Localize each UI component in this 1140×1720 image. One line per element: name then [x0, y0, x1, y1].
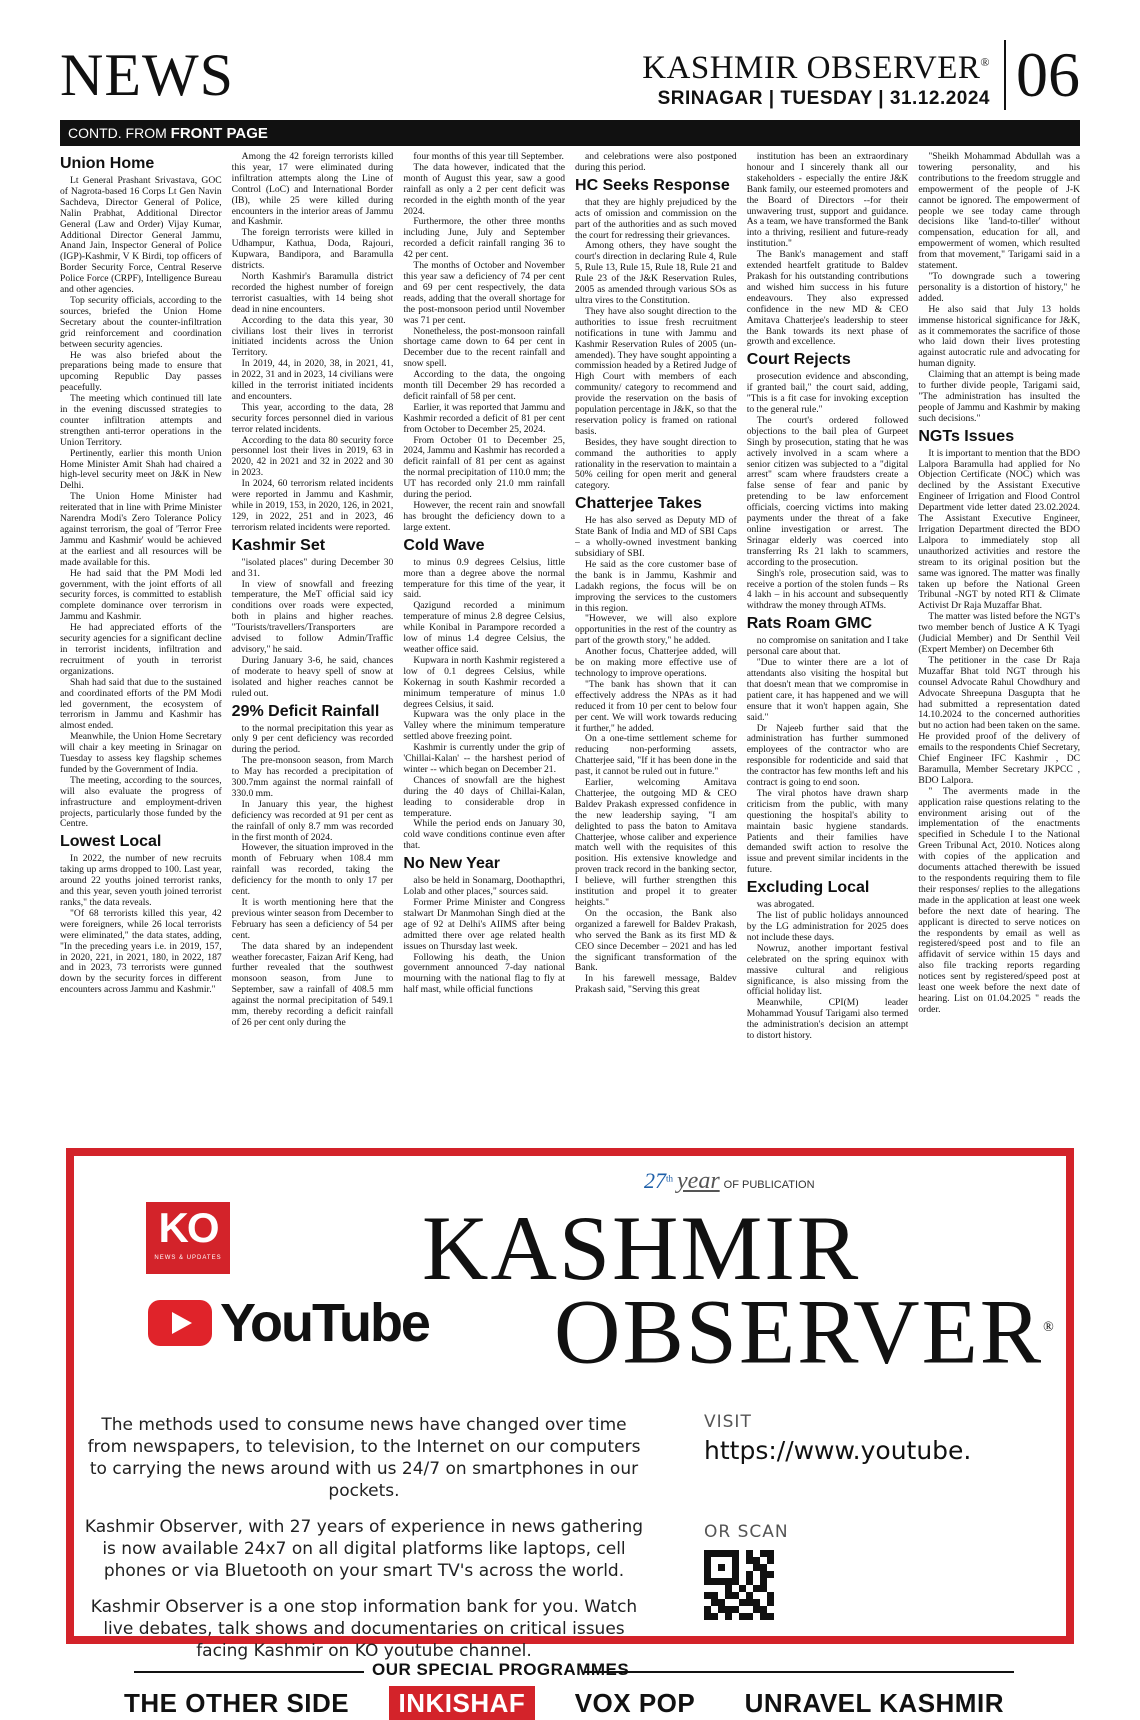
qr-module [711, 1564, 718, 1571]
article-paragraph: He had appreciated efforts of the security agencies for a significant decline in terrorist incidents, infiltration and recruitment of youth in terrorist organizations. [60, 622, 222, 677]
programmes-title: OUR SPECIAL PROGRAMMES [372, 1660, 630, 1679]
article-paragraph: "However, we will also explore opportunities in the rest of the country as part of the growth story," he added. [575, 613, 737, 647]
article-paragraph: However, the situation improved in the month of February when 108.4 mm rainfall was recorded, taking the deficiency for the month to only 17 per cent. [231, 842, 394, 898]
ko-logo-sub: NEWS & UPDATES [154, 1255, 222, 1261]
article-paragraph: In view of snowfall and freezing temperature, the MeT official said icy conditions over roads were expected, both in plains and higher reaches. "Tourists/travellers/Transporters are advised to follow Admin/Traffic advisory," he said. [231, 578, 394, 655]
qr-module [760, 1550, 767, 1557]
qr-module [711, 1571, 718, 1578]
divider-left [134, 1671, 364, 1673]
qr-module [760, 1606, 767, 1613]
scan-label: OR SCAN [704, 1522, 789, 1542]
brand-name-text: KASHMIR OBSERVER [642, 50, 981, 86]
article-paragraph: Nonetheless, the post-monsoon rainfall shortage came down to 64 per cent in December due to the recent rainfall and snow spell. [403, 325, 566, 370]
article-paragraph: In 2019, 44, in 2020, 38, in 2021, 41, in 2022, 31 and in 2023, 14 civilians were killed in the terrorist initiated incidents and encounters. [231, 358, 394, 402]
qr-module [753, 1592, 760, 1599]
article-paragraph: Earlier, welcoming Amitava Chatterjee, the outgoing MD & CEO Baldev Prakash expressed confidence in the new leadership saying, "I am delighted to pass the baton to Amitava Chatterjee, whose caliber and experience match well with the requisites of this position. His extensive knowledge and proven track record in the banking sector, I believe, will further strengthen this institution and propel it to greater heights." [575, 777, 737, 908]
qr-module [732, 1606, 739, 1613]
article-heading: Lowest Local [60, 833, 162, 851]
article-paragraph: Kashmir is currently under the grip of 'Chillai-Kalan' -- the harshest period of winter -- which began on December 21. [403, 742, 566, 775]
anniversary-pub: OF PUBLICATION [723, 1179, 815, 1191]
article-paragraph: On a one-time settlement scheme for reducing non-performing assets, Chatterjee said, "If it has been done in the past, it cannot be ruled out in future." [575, 733, 737, 778]
article-paragraph: Shah had said that due to the sustained and coordinated efforts of the PM Modi led government, the ecosystem of terrorism in Jammu and Kashmir has almost ended. [60, 676, 222, 732]
article-paragraph: "Of 68 terrorists killed this year, 42 were foreigners, while 26 local terrorists were eliminated," the data states, adding, "In the preceding years i.e. in 2019, 157, in 2020, 221, in 2021, 180, in 2022, 187 and in 2023, 73 terrorists were gunned down by the security forces in different encounters across Jammu and Kashmir." [60, 907, 222, 996]
qr-module [725, 1599, 732, 1606]
article-paragraph: The meeting which continued till late in the evening discussed strategies to counter infiltration attempts and strengthen anti-terror operations in the Union Territory. [60, 393, 222, 448]
qr-module [746, 1578, 753, 1585]
qr-module [718, 1599, 725, 1606]
qr-module [760, 1571, 767, 1578]
qr-module [760, 1613, 767, 1620]
qr-module [760, 1592, 767, 1599]
qr-module [767, 1585, 774, 1592]
visit-label: VISIT [704, 1412, 752, 1432]
qr-module [767, 1613, 774, 1620]
qr-module [718, 1557, 725, 1564]
news-column [918, 152, 1080, 1136]
qr-module [767, 1592, 774, 1599]
programme-unravel-kashmir[interactable]: UNRAVEL KASHMIR [744, 1688, 1004, 1718]
news-column [403, 152, 565, 1136]
article-paragraph: The foreign terrorists were killed in Udhampur, Kathua, Doda, Rajouri, Kupwara, Bandipora, and Baramulla districts. [231, 227, 394, 272]
news-column [60, 152, 222, 1136]
qr-module [760, 1564, 767, 1571]
qr-module [718, 1571, 725, 1578]
continued-prefix: CONTD. FROM [68, 125, 167, 141]
article-paragraph: The list of public holidays announced by the LG administration for 2025 does not include these days. [746, 910, 909, 943]
article-paragraph: no compromise on sanitation and I take personal care about that. [746, 635, 909, 658]
article-paragraph: was abrogated. [756, 899, 815, 911]
qr-module [739, 1578, 746, 1585]
article-paragraph: Furthermore, the other three months including June, July and September recorded a deficit rainfall ranging 36 to 42 per cent. [403, 216, 566, 261]
qr-module [753, 1613, 760, 1620]
article-heading: Cold Wave [403, 536, 485, 554]
article-paragraph: Dr Najeeb further said that the administration has further summoned employees of the contractor who are responsible for rodenticide and said that the contractor has few months left and his contract is going to end soon. [746, 722, 909, 789]
article-paragraph: In 2022, the number of new recruits taking up arms dropped to 100. Last year, around 22 youths joined terrorist ranks, and this year, seven youth joined terrorist ranks," the data reveals. [60, 853, 222, 908]
youtube-play-icon [148, 1300, 212, 1346]
article-paragraph: He said as the core customer base of the bank is in Jammu, Kashmir and Ladakh regions, the focus will be on improving the services to the customers in this region. [575, 558, 737, 614]
ad-copy-paragraph: Kashmir Observer, with 27 years of experience in news gathering is now available 24x7 on all digital platforms like laptops, cell phones or via Bluetooth on your smart TV's across the world. [84, 1517, 644, 1581]
qr-module [760, 1585, 767, 1592]
qr-module [718, 1613, 725, 1620]
qr-module [767, 1557, 774, 1564]
article-heading: HC Seeks Response [575, 176, 730, 194]
qr-module [725, 1606, 732, 1613]
article-paragraph: Another focus, Chatterjee added, will be on making more effective use of technology to improve operations. [575, 646, 737, 679]
article-paragraph: While the period ends on January 30, cold wave conditions continue even after that. [403, 818, 566, 852]
advertisement [66, 1148, 1074, 1718]
article-heading: Court Rejects [746, 351, 851, 369]
article-paragraph: and celebrations were also postponed during this period. [575, 152, 737, 173]
ad-brand-line-2-text: OBSERVER [554, 1280, 1044, 1383]
article-heading: Kashmir Set [231, 536, 326, 554]
article-paragraph: Meanwhile, the Union Home Secretary will chair a key meeting in Srinagar on Tuesday to assess key flagship schemes funded by the Government of India. [60, 731, 222, 775]
qr-module [753, 1585, 760, 1592]
qr-module [753, 1571, 760, 1578]
article-paragraph: Among others, they have sought the court's direction in declaring Rule 4, Rule 5, Rule 13, Rule 15, Rule 18, Rule 21 and Rule 23 of the J&K Reservation Rules, 2005 as amended through various SOs as ultra vires to the Constitution. [575, 240, 737, 306]
article-paragraph: The petitioner in the case Dr Raja Muzaffar Bhat told NGT through his counsel Advocate Rahul Chowdhury and Advocate Shreepuna Dasgupta that he had submitted a representation dated 14.10.2024 to the concerned authorities but no action had been taken on the same. He provided proof of the delivery of emails to the respondents Chief Secretary, Chief Engineer IFC Kashmir , DC Baramulla, Member Secretary JKPCC , BDO Lalpora. [918, 654, 1080, 786]
article-paragraph: However, the recent rain and snowfall has brought the deficiency down to a large extent. [403, 500, 566, 533]
youtube-logo [148, 1292, 429, 1354]
article-heading: Union Home [60, 155, 155, 172]
programme-the-other-side[interactable]: THE OTHER SIDE [124, 1688, 350, 1718]
article-paragraph: Former Prime Minister and Congress stalwart Dr Manmohan Singh died at the age of 92 at Delhi's AIIMS after being admitted there over age related health issues on Thursday last week. [403, 897, 566, 952]
qr-module [704, 1557, 711, 1564]
qr-module [739, 1557, 746, 1564]
article-paragraph: On the occasion, the Bank also organized a farewell for Baldev Prakash, who served the Bank as its first MD & CEO since December – 2021 and has led the significant transformation of the Bank. [575, 907, 737, 974]
article-paragraph: It is worth mentioning here that the previous winter season from December to February has seen a deficiency of 54 per cent. [231, 897, 394, 941]
article-paragraph: Lt General Prashant Srivastava, GOC of Nagrota-based 16 Corps Lt Gen Navin Sachdeva, Director General of Police, Nalin Prabhat, Additional Director General (Law and Order) Vijay Kumar, Additional Director General Jammu, Anand Jain, Inspector General of Police (IGP)-Kashmir, V K Birdi, top officers of Border Security Force, Central Reserve Police Force (CRPF), Intelligence Bureau and other agencies. [60, 175, 222, 296]
qr-module [739, 1550, 746, 1557]
ad-copy-paragraph: Kashmir Observer is a one stop information bank for you. Watch live debates, talk shows and documentaries on critical issues facing Kashmir on KO youtube channel. [90, 1597, 638, 1661]
article-paragraph: The matter was listed before the NGT's two member bench of Justice A K Tyagi (Judicial Member) and Dr Senthil Veil (Expert Member) on December 6th [918, 611, 1080, 655]
anniversary-suffix: th [666, 1173, 674, 1184]
article-heading: Rats Roam GMC [746, 615, 873, 633]
programme-inkishaf[interactable]: INKISHAF [389, 1686, 536, 1720]
qr-module [711, 1613, 718, 1620]
article-paragraph: According to the data 80 security force personnel lost their lives in 2019, 63 in 2020, 42 in 2021 and 32 in 2022 and 30 in 2023. [231, 434, 394, 479]
qr-module [739, 1585, 746, 1592]
section-title: NEWS [60, 42, 234, 108]
continued-bar [60, 120, 1080, 146]
qr-module [704, 1592, 711, 1599]
qr-module [760, 1599, 767, 1606]
article-paragraph: It is important to mention that the BDO Lalpora Baramulla had applied for No Objection Certificate (NOC) which was declined by the Assistant Executive Engineer of Irrigation and Flood Control Department vide letter dated 23.02.2024. The Assistant Executive Engineer, Irrigation Department directed the BDO Lalpora to immediately stop all unauthorized activities and restore the stream to its original position but the same was ignored. The matter was finally taken up before the National Green Tribunal -NGT by noted RTI & Climate Activist Dr Raja Muzaffar Bhat. [918, 447, 1080, 612]
qr-module [746, 1585, 753, 1592]
qr-module [760, 1557, 767, 1564]
qr-module [767, 1606, 774, 1613]
qr-module [725, 1550, 732, 1557]
qr-module [732, 1599, 739, 1606]
qr-module [704, 1578, 711, 1585]
qr-module [767, 1599, 774, 1606]
qr-module [739, 1599, 746, 1606]
article-paragraph: "isolated places" during December 30 and 31. [231, 556, 394, 579]
qr-module [753, 1557, 760, 1564]
qr-module [746, 1606, 753, 1613]
qr-module [725, 1564, 732, 1571]
article-paragraph: " The averments made in the application raise questions relating to the environment arising out of the implementation of the enactments specified in Schedule I to the National Green Tribunal Act, 2010. Notices along with copies of the application and documents attached therewith be issued to the respondents requiring them to file their responses/ replies to the allegations made in the application at least one week before the next date of hearing. The applicant is directed to serve notices on the respondents by email as well as registered/speed post and to file an affidavit of service within 15 days and also file tracking reports regarding notices sent by registered/speed post at least one week before the next date of hearing. List on 01.04.2025 " reads the order. [918, 785, 1080, 1015]
article-heading: No New Year [403, 855, 500, 873]
qr-module [760, 1578, 767, 1585]
article-paragraph: Meanwhile, CPI(M) leader Mohammad Yousuf Tarigami also termed the administration's decision an attempt to distort history. [746, 997, 909, 1042]
qr-module [718, 1592, 725, 1599]
article-heading: 29% Deficit Rainfall [231, 702, 380, 720]
qr-module [711, 1578, 718, 1585]
article-paragraph: also be held in Sonamarg, Doothapthri, Lolab and other places," sources said. [403, 875, 566, 898]
article-paragraph: Kupwara in north Kashmir registered a low of 0.1 degrees Celsius, while Kokernag in south Kashmir recorded a minimum temperature of minus 1.0 degrees Celsius, it said. [403, 654, 566, 710]
scan-block [704, 1522, 789, 1620]
article-paragraph: The court's ordered followed objections to the bail plea of Gurpeet Singh by prosecution, stating that he was actively involved in a scam where a senior citizen was subjected to a "digital arrest" scam where fraudsters create a false sense of fear and panic by pretending to be law enforcement officials, coercing victims into making payments under the threat of a fake online investigation or arrest. The Srinagar elderly was coerced into transferring Rs 21 lakh to scammers, according to the prosecution. [746, 414, 909, 568]
qr-module [746, 1592, 753, 1599]
qr-module [767, 1571, 774, 1578]
dateline: SRINAGAR | TUESDAY | 31.12.2024 [657, 88, 990, 109]
youtube-wordmark: YouTube [220, 1293, 429, 1353]
qr-module [746, 1571, 753, 1578]
ad-brand-line-1: KASHMIR [422, 1197, 861, 1299]
article-paragraph: prosecution evidence and absconding, if granted bail," the court said, adding, "This is a fit case for invoking exception to the general rule." [746, 371, 909, 416]
article-paragraph: He also said that July 13 holds immense historical significance for J&K, as it commemorates the sacrifice of those who laid down their lives protesting against autocratic rule and advocating for human dignity. [918, 303, 1080, 370]
programmes-list [114, 1686, 1014, 1720]
qr-module [704, 1606, 711, 1613]
qr-code-icon[interactable] [704, 1550, 774, 1620]
qr-module [732, 1592, 739, 1599]
qr-module [732, 1550, 739, 1557]
qr-module [704, 1571, 711, 1578]
visit-block [704, 1412, 971, 1465]
qr-module [739, 1571, 746, 1578]
article-paragraph: According to the data, the ongoing month till December 29 has recorded a deficit rainfall of 58 per cent. [403, 369, 566, 402]
qr-module [767, 1550, 774, 1557]
article-paragraph: From October 01 to December 25, 2024, Jammu and Kashmir has recorded a deficit rainfall of 81 per cent as against the normal precipitation of 110.0 mm; the UT has recorded only 21.0 mm rainfall during the period. [403, 434, 566, 501]
qr-module [746, 1557, 753, 1564]
article-heading: Excluding Local [746, 879, 870, 897]
article-paragraph: Kupwara was the only place in the Valley where the minimum temperature settled above freezing point. [403, 709, 566, 743]
masthead [60, 40, 1080, 110]
ad-brand-line-2 [554, 1280, 1056, 1383]
article-paragraph: that they are highly prejudiced by the acts of omission and commission on the part of the authorities and as such moved the court for redressing their grievances. [575, 196, 737, 241]
article-paragraph: In his farewell message, Baldev Prakash said, "Serving this great [575, 973, 737, 996]
article-paragraph: Qazigund recorded a minimum temperature of minus 2.8 degree Celsius, while Konibal in Parampore recorded a low of minus 1.4 degree Celsius, the weather office said. [403, 600, 566, 655]
article-paragraph: He has also served as Deputy MD of State Bank of India and MD of SBI Caps – a wholly-owned investment banking subsidiary of SBI. [575, 515, 737, 559]
article-paragraph: Besides, they have sought direction to command the authorities to apply rationality in the reservation to maintain a 50% ceiling for open merit and general category. [575, 436, 737, 492]
qr-module [711, 1592, 718, 1599]
qr-module [704, 1550, 711, 1557]
qr-module [711, 1599, 718, 1606]
article-paragraph: The Bank's management and staff extended heartfelt gratitude to Baldev Prakash for his outstanding contributions and wished him success in his future endeavours. They also expressed confidence in the new MD & CEO Amitava Chatterjee's leadership to steer the Bank towards its next phase of growth and excellence. [746, 249, 909, 348]
programme-vox-pop[interactable]: VOX POP [574, 1688, 696, 1718]
anniversary-badge [644, 1168, 815, 1195]
qr-module [739, 1592, 746, 1599]
qr-module [718, 1550, 725, 1557]
article-paragraph: to minus 0.9 degrees Celsius, little more than a degree above the normal temperature for this time of the year, it said. [403, 556, 566, 601]
article-heading: NGTs Issues [918, 427, 1015, 445]
brand-name [642, 44, 990, 86]
article-heading: Chatterjee Takes [575, 495, 702, 513]
article-paragraph: institution has been an extraordinary honour and I sincerely thank all our stakeholders - especially the entire J&K Bank family, our esteemed promoters and the Board of Directors --for their unwavering trust, support and guidance. As a team, we have transformed the Bank into a thriving, resilient and future-ready institution." [746, 152, 909, 250]
qr-module [732, 1585, 739, 1592]
youtube-url-link[interactable]: https://www.youtube. [704, 1436, 972, 1465]
article-paragraph: Nowruz, another important festival celebrated on the spring equinox with massive cultural and religious significance, is also missing from the official holiday list. [746, 942, 909, 998]
qr-module [711, 1557, 718, 1564]
article-paragraph: North Kashmir's Baramulla district recorded the highest number of foreign terrorist casualties, with 14 being shot dead in nine encounters. [231, 270, 394, 315]
qr-module [711, 1585, 718, 1592]
article-paragraph: They have also sought direction to the authorities to issue fresh recruitment notifications in tune with Jammu and Kashmir Reservation Rules of 2005 (un-amended). They have sought appointing a commission headed by a Retired Judge of High Court with members of each community/ category to recommend and provide the reservation on the basis of population percentage in J&K, so that the reservation policy is framed on rational basis. [575, 305, 737, 437]
article-paragraph: The data shared by an independent weather forecaster, Faizan Arif Keng, had further revealed that the southwest monsoon season, from June to September, saw a rainfall of 408.5 mm against the normal precipitation of 549.1 mm, thereby recording a deficit rainfall of 26 per cent only during the [231, 940, 394, 1028]
article-paragraph: In 2024, 60 terrorism related incidents were reported in Jammu and Kashmir, while in 2019, 153, in 2020, 126, in 2021, 129, in 2022, 251 and in 2023, 46 terrorism related incidents were reported. [231, 478, 394, 533]
qr-module [711, 1550, 718, 1557]
qr-module [725, 1592, 732, 1599]
qr-module [725, 1578, 732, 1585]
registered-mark: ® [980, 55, 990, 69]
qr-module [746, 1550, 753, 1557]
qr-module [753, 1578, 760, 1585]
article-paragraph: Chances of snowfall are the highest during the 40 days of Chillai-Kalan, leading to considerable drop in temperature. [403, 774, 566, 819]
article-paragraph: Singh's role, prosecution said, was to receive a portion of the stolen funds – Rs 4 lakh – in his account and subsequently withdraw the money through ATMs. [746, 567, 909, 612]
news-column [575, 152, 737, 1136]
article-paragraph: four months of this year till September. [413, 152, 564, 162]
qr-module [739, 1564, 746, 1571]
qr-module [718, 1606, 725, 1613]
article-paragraph: Earlier, it was reported that Jammu and Kashmir recorded a deficit of 81 per cent from October to December 25, 2024. [403, 401, 566, 435]
qr-module [711, 1606, 718, 1613]
news-columns [60, 152, 1080, 1136]
article-paragraph: Top security officials, according to the sources, briefed the Union Home Secretary about the counter-infiltration grid reinforcement and coordination between security agencies. [60, 294, 222, 350]
qr-module [704, 1613, 711, 1620]
qr-module [753, 1606, 760, 1613]
qr-module [746, 1613, 753, 1620]
qr-module [732, 1557, 739, 1564]
continued-label: FRONT PAGE [170, 125, 268, 142]
ad-copy [84, 1414, 644, 1676]
qr-module [753, 1564, 760, 1571]
article-paragraph: "Due to winter there are a lot of attendants also visiting the hospital but that doesn't mean that we compromise in patient care, it has happened and we will ensure that it won't happen again, She said." [746, 657, 909, 723]
qr-module [753, 1550, 760, 1557]
news-column [747, 152, 909, 1136]
article-paragraph: "Sheikh Mohammad Abdullah was a towering personality, and his contributions to the freedom struggle and empowerment of the people of J-K cannot be ignored. The empowerment of people we see today came through decisions like 'land-to-tiller' without compensation, education for all, and empowerment of women, which resulted from that movement," Tarigami said in a statement. [918, 152, 1080, 272]
article-paragraph: to the normal precipitation this year as only 9 per cent deficiency was recorded during the period. [231, 722, 394, 756]
article-paragraph: According to the data this year, 30 civilians lost their lives in terrorist initiated incidents across the Union Territory. [231, 314, 394, 359]
ko-logo-text: KO [158, 1204, 218, 1251]
qr-module [746, 1599, 753, 1606]
qr-module [718, 1585, 725, 1592]
anniversary-number: 27 [644, 1168, 666, 1193]
qr-module [704, 1599, 711, 1606]
news-column [232, 152, 394, 1136]
article-paragraph: This year, according to the data, 28 security forces personnel died in various terror related incidents. [231, 401, 394, 435]
article-paragraph: Among the 42 foreign terrorists killed this year, 17 were eliminated during infiltration attempts along the Line of Control (LoC) and International Border (IB), while 25 were killed during encounters in the interior areas of Jammu and Kashmir. [231, 152, 394, 228]
ad-registered-mark: ® [1043, 1320, 1056, 1335]
brand-block [642, 44, 990, 112]
article-paragraph: "The bank has shown that it can effectively address the NPAs as it had reduced it from 10 per cent to below four per cent. We will work towards reducing it further," he added. [575, 678, 737, 734]
qr-module [767, 1578, 774, 1585]
qr-module [767, 1564, 774, 1571]
anniversary-year: year [677, 1168, 720, 1194]
qr-module [725, 1585, 732, 1592]
qr-module [718, 1578, 725, 1585]
article-paragraph: The months of October and November this year saw a deficiency of 74 per cent and 69 per cent respectively, the data reads, adding that the overall shortage for the post-monsoon period until November was 71 per cent. [403, 260, 566, 326]
article-paragraph: The pre-monsoon season, from March to May has recorded a precipitation of 300.7mm against the normal rainfall of 330.0 mm. [231, 755, 394, 799]
article-paragraph: The data however, indicated that the month of August this year, saw a good rainfall as only a 2 per cent deficit was recorded in the eighth month of the year 2024. [403, 161, 566, 217]
ad-copy-paragraph: The methods used to consume news have changed over time from newspapers, to television, to the Internet on our computers to carrying the news around with us 24/7 on smartphones in our pockets. [87, 1415, 641, 1501]
qr-module [704, 1585, 711, 1592]
qr-module [732, 1578, 739, 1585]
article-paragraph: The meeting, according to the sources, will also evaluate the progress of infrastructure and employment-driven projects, particularly those funded by the Centre. [60, 774, 222, 830]
qr-module [725, 1557, 732, 1564]
qr-module [725, 1571, 732, 1578]
qr-module [739, 1613, 746, 1620]
article-paragraph: Pertinently, earlier this month Union Home Minister Amit Shah had chaired a high-level security meet on J&K in New Delhi. [60, 447, 222, 492]
article-paragraph: He was also briefed about the preparations being made to ensure that upcoming Republic Day passes peacefully. [60, 349, 222, 394]
qr-module [753, 1599, 760, 1606]
qr-module [725, 1613, 732, 1620]
page-number: 06 [1004, 40, 1080, 110]
qr-module [746, 1564, 753, 1571]
ko-logo [146, 1202, 230, 1274]
article-paragraph: Following his death, the Union government announced 7-day national mourning with the national flag to fly at half mast, while official functions [403, 951, 566, 996]
qr-module [739, 1606, 746, 1613]
divider-right [584, 1671, 1014, 1673]
qr-module [732, 1571, 739, 1578]
article-paragraph: In January this year, the highest deficiency was recorded at 91 per cent as the rainfall of only 8.7 mm was recorded in the first month of 2024. [231, 798, 394, 843]
qr-module [718, 1564, 725, 1571]
article-paragraph: He had said that the PM Modi led government, with the joint efforts of all security forces, is committed to establish complete dominance over terrorism in Jammu and Kashmir. [60, 567, 222, 623]
article-paragraph: "To downgrade such a towering personality is a distortion of history," he added. [918, 270, 1080, 304]
qr-module [704, 1564, 711, 1571]
article-paragraph: The Union Home Minister had reiterated that in line with Prime Minister Narendra Modi's Zero Tolerance Policy against terrorism, the goal of 'Terror Free Jammu and Kashmir' would be achieved at the earliest and all resources will be made available for this. [60, 491, 222, 568]
qr-module [732, 1613, 739, 1620]
qr-module [732, 1564, 739, 1571]
article-paragraph: The viral photos have drawn sharp criticism from the public, with many questioning the hospital's ability to maintain basic hygiene standards. Patients and their families have demanded swift action to resolve the issue and prevent similar incidents in the future. [746, 787, 909, 876]
article-paragraph: During January 3-6, he said, chances of moderate to heavy spell of snow at isolated and higher reaches cannot be ruled out. [231, 654, 394, 699]
article-paragraph: Claiming that an attempt is being made to further divide people, Tarigami said, "The administration has insulted the people of Jammu and Kashmir by making such decisions." [918, 369, 1080, 424]
